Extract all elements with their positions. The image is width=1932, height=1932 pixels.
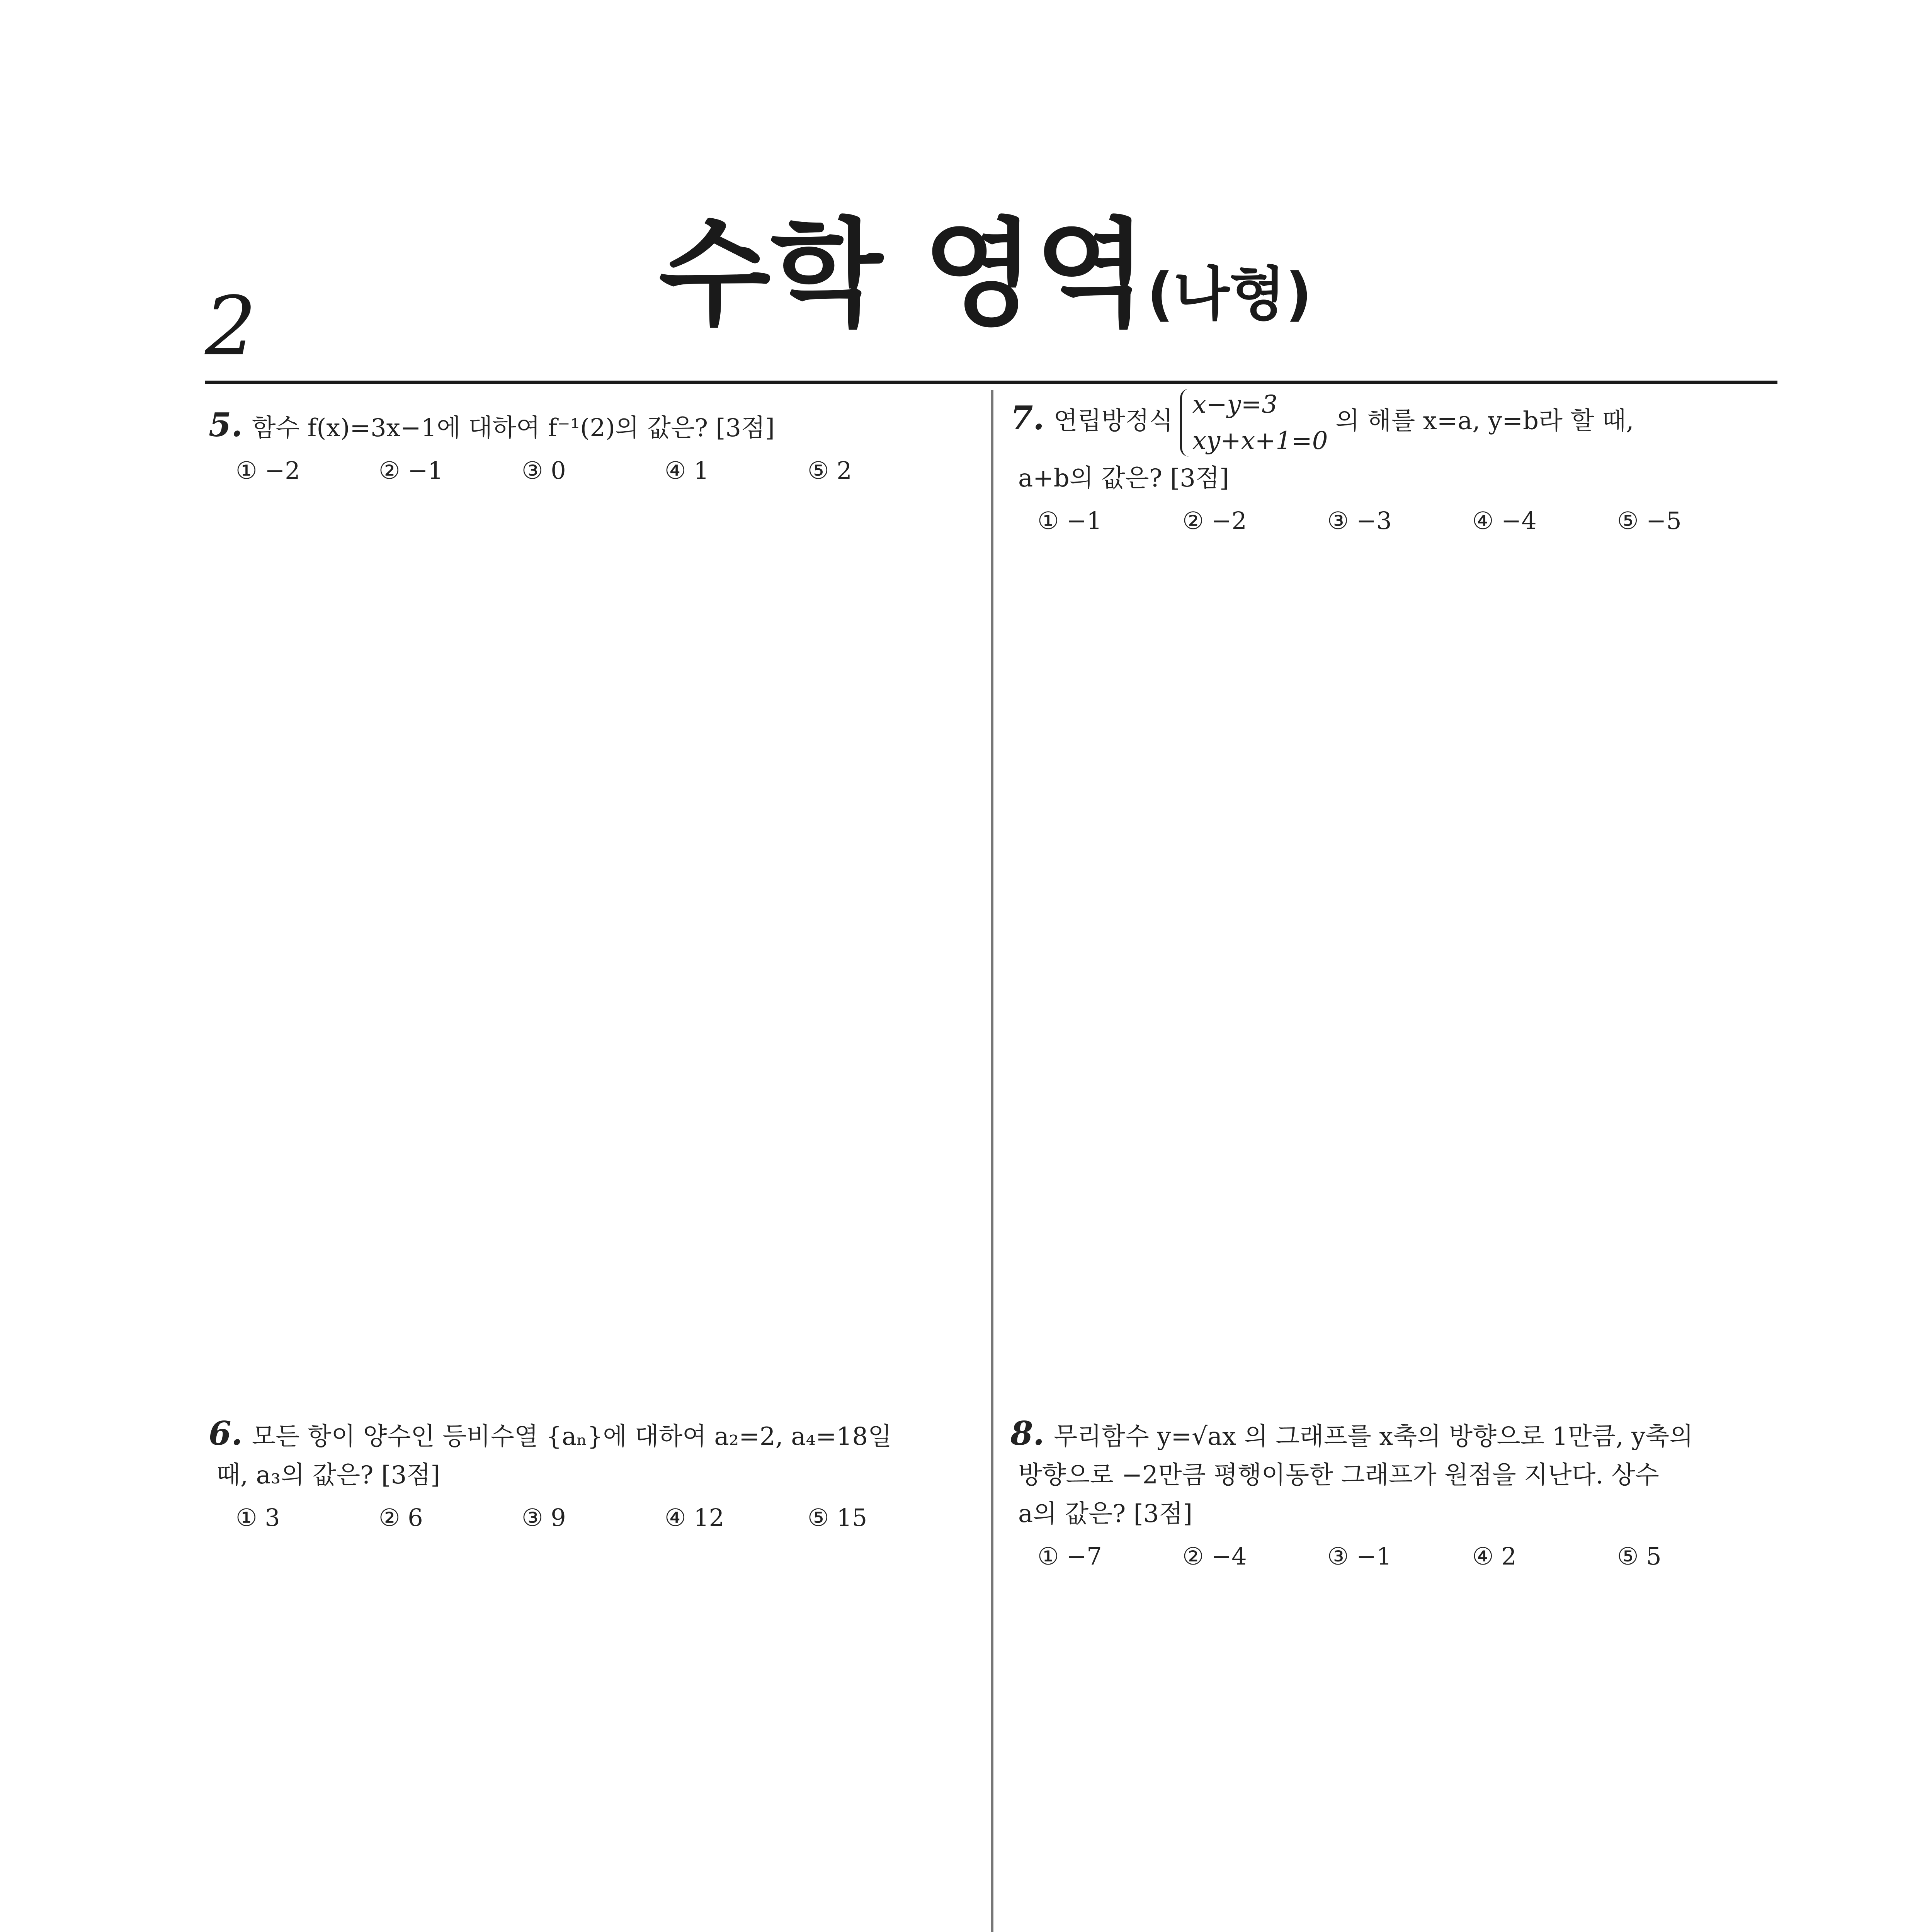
question-8-line-2: 방향으로 −2만큼 평행이동한 그래프가 원점을 지난다. 상수 [1018,1461,1659,1490]
choice-4[interactable]: ④ 1 [665,456,709,485]
question-number: 8. [1010,1414,1044,1452]
choice-1[interactable]: ① −2 [236,456,300,485]
page-number: 2 [205,279,257,374]
header-rule [205,381,1777,384]
answer-choices [209,1498,966,1533]
question-text: 모든 항이 양수인 등비수열 {aₙ}에 대하여 a₂=2, a₄=18일 [252,1422,892,1451]
question-tail: 의 해를 x=a, y=b라 할 때, [1335,406,1634,435]
question-text: 무리함수 y=√ax 의 그래프를 x축의 방향으로 1만큼, y축의 [1053,1422,1693,1451]
column-divider [991,390,993,1932]
question-text: 함수 f(x)=3x−1에 대하여 f⁻¹(2)의 값은? [3점] [252,414,775,442]
choice-3[interactable]: ③ −3 [1327,507,1392,535]
choice-1[interactable]: ① 3 [236,1503,280,1532]
choice-2[interactable]: ② −1 [379,456,443,485]
equation-1: x−y=3 [1192,390,1278,419]
answer-choices [1010,502,1776,536]
title-main: 수학 영역 [658,207,1147,342]
question-7-line-2: a+b의 값은? [3점] [1018,464,1229,493]
choice-5[interactable]: ⑤ 2 [808,456,852,485]
page-title [0,207,1932,342]
question-6-line-2: 때, a₃의 값은? [3점] [216,1461,440,1490]
question-7 [1010,386,1776,536]
answer-choices [209,451,966,486]
choice-4[interactable]: ④ −4 [1472,507,1537,535]
answer-choices [1010,1537,1776,1572]
choice-2[interactable]: ② 6 [379,1503,423,1532]
choice-1[interactable]: ① −1 [1037,507,1102,535]
question-6-line-1 [209,1414,966,1456]
choice-4[interactable]: ④ 2 [1472,1542,1517,1570]
question-number: 5. [209,406,243,444]
choice-5[interactable]: ⑤ 15 [808,1503,867,1532]
choice-4[interactable]: ④ 12 [665,1503,724,1532]
question-5 [209,406,966,486]
question-8-line-1 [1010,1414,1776,1456]
choice-3[interactable]: ③ 9 [522,1503,566,1532]
question-7-line-1 [1010,386,1776,459]
choice-5[interactable]: ⑤ −5 [1617,507,1682,535]
question-lead: 연립방정식 [1053,406,1173,435]
choice-2[interactable]: ② −2 [1182,507,1247,535]
equation-system [1177,386,1328,459]
choice-3[interactable]: ③ −1 [1327,1542,1392,1570]
equation-2: xy+x+1=0 [1192,427,1328,455]
choice-1[interactable]: ① −7 [1037,1542,1102,1570]
question-6 [209,1414,966,1533]
choice-5[interactable]: ⑤ 5 [1617,1542,1662,1570]
question-8 [1010,1414,1776,1572]
choice-3[interactable]: ③ 0 [522,456,566,485]
question-8-line-3: a의 값은? [3점] [1018,1500,1193,1528]
question-number: 6. [209,1414,243,1452]
question-number: 7. [1010,398,1044,437]
choice-2[interactable]: ② −4 [1182,1542,1247,1570]
title-sub: (나형) [1147,261,1312,328]
question-5-line-1 [209,406,966,447]
